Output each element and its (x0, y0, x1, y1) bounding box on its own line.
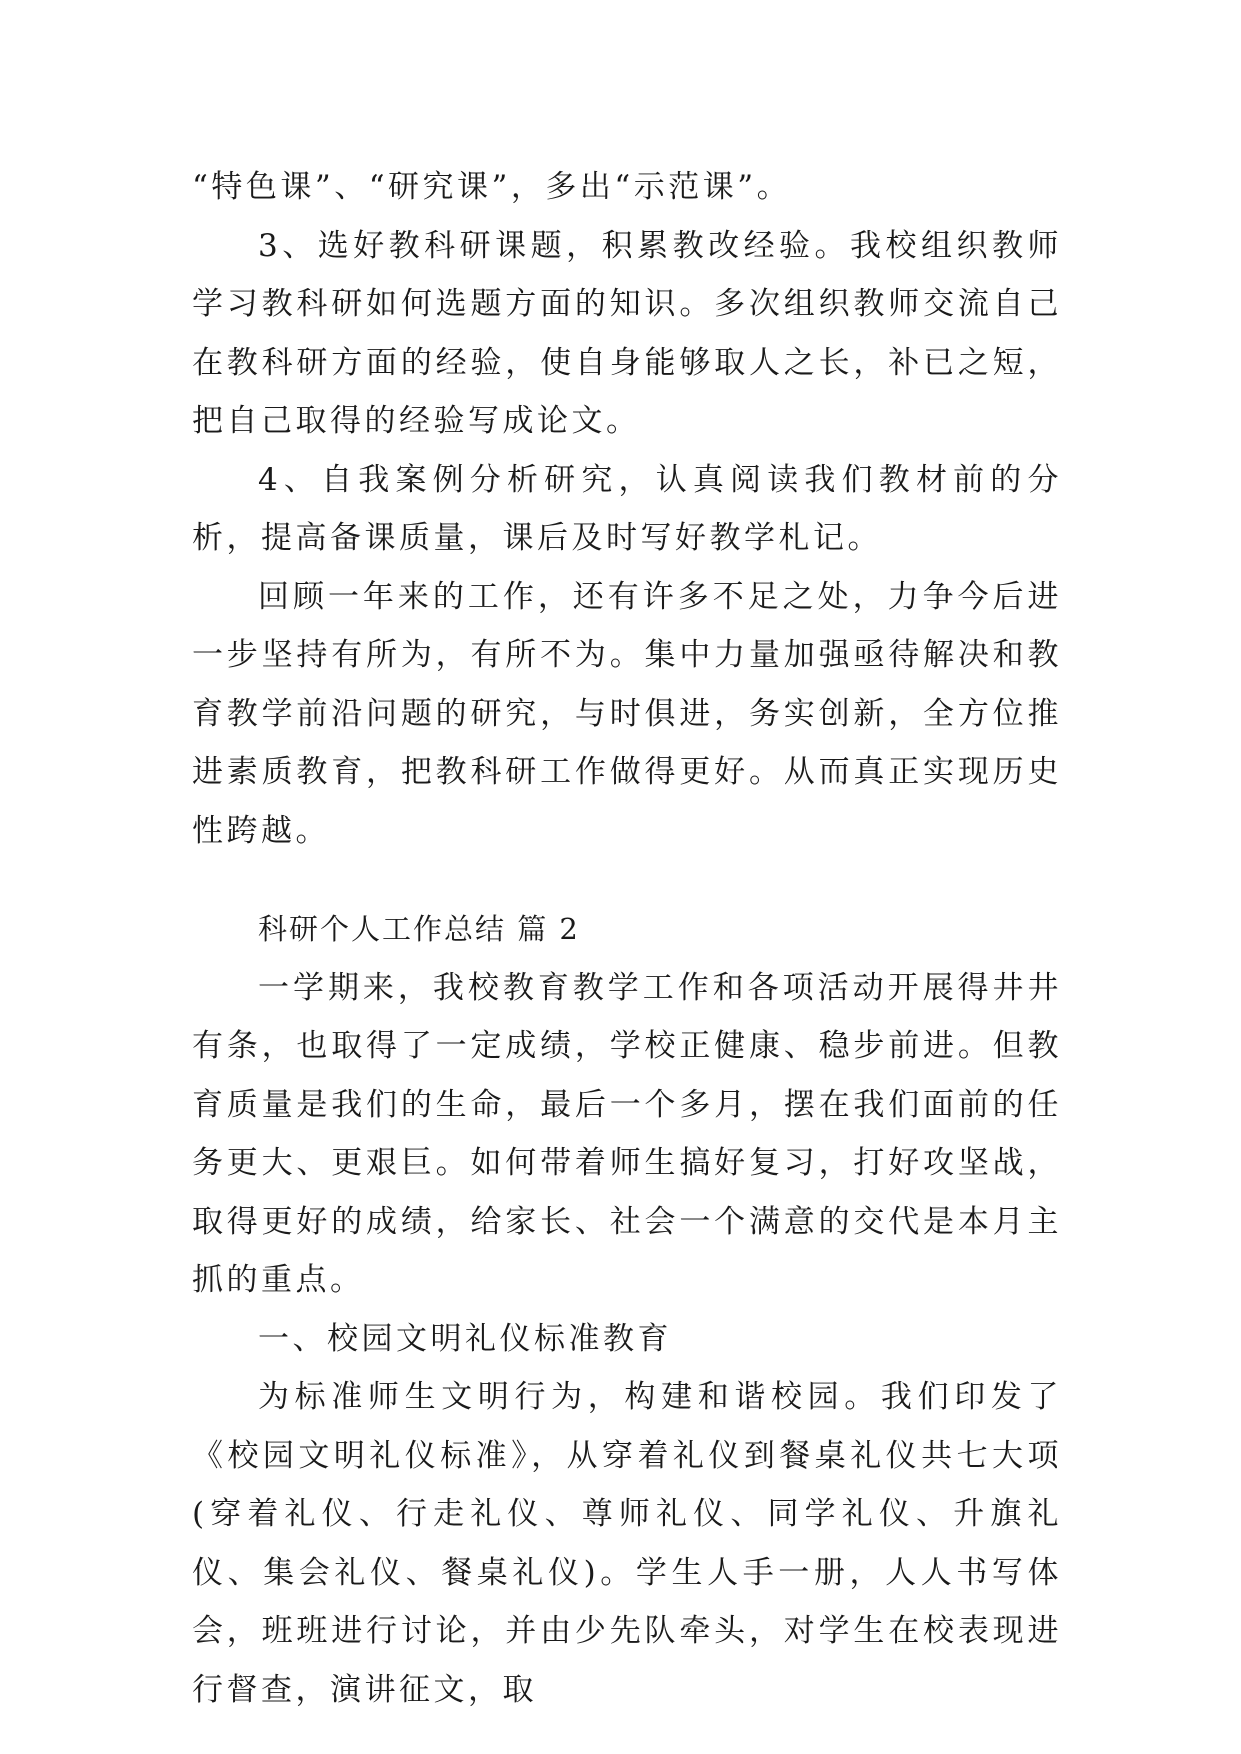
paragraph-review: 回顾一年来的工作，还有许多不足之处，力争今后进一步坚持有所为，有所不为。集中力量加强亟待解决和教育教学前沿问题的研究，与时俱进，务实创新，全方位推进素质教育，把教科研工作做得更好。从而真正实现历史性跨越。 (192, 578, 1062, 849)
subheading-etiquette-education: 一、校园文明礼仪标准教育 (258, 1320, 672, 1357)
paragraph-research-topics: 3、选好教科研课题，积累教改经验。我校组织教师学习教科研如何选题方面的知识。多次组织教师交流自己在教科研方面的经验，使自身能够取人之长，补已之短，把自己取得的经验写成论文。 (192, 227, 1062, 439)
paragraph-etiquette-standards: 为标准师生文明行为，构建和谐校园。我们印发了《校园文明礼仪标准》，从穿着礼仪到餐桌礼仪共七大项(穿着礼仪、行走礼仪、尊师礼仪、同学礼仪、升旗礼仪、集会礼仪、餐桌礼仪)。学生人手一册，人人书写体会，班班进行讨论，并由少先队牵头，对学生在校表现进行督查，演讲征文，取 (192, 1379, 1062, 1708)
document-body (192, 158, 1062, 1719)
paragraph-case-analysis: 4、自我案例分析研究，认真阅读我们教材前的分析，提高备课质量，课后及时写好教学札记。 (192, 461, 1062, 556)
section-heading: 科研个人工作总结 篇 2 (258, 912, 580, 946)
paragraph-continuation: “特色课”、“研究课”，多出“示范课”。 (192, 169, 792, 205)
paragraph-semester-intro: 一学期来，我校教育教学工作和各项活动开展得井井有条，也取得了一定成绩，学校正健康、稳步前进。但教育质量是我们的生命，最后一个多月，摆在我们面前的任务更大、更艰巨。如何带着师生搞好复习，打好攻坚战，取得更好的成绩，给家长、社会一个满意的交代是本月主抓的重点。 (192, 969, 1062, 1298)
